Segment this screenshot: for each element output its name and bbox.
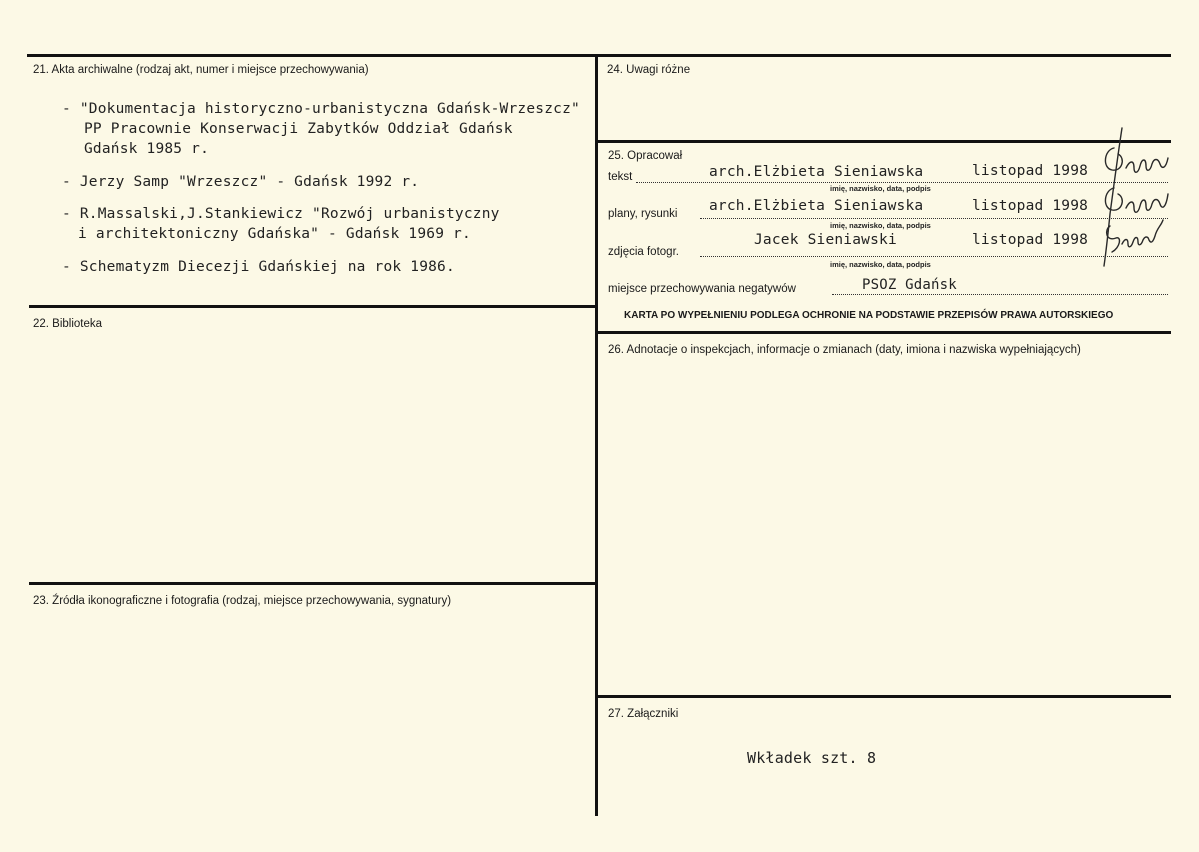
archive-entry-1-line-3: Gdańsk 1985 r.: [84, 141, 210, 157]
divider-24-25: [597, 140, 1171, 143]
divider-22-23: [29, 582, 597, 585]
field-label-plans: plany, rysunki: [608, 208, 678, 220]
author-plans-date: listopad 1998: [972, 198, 1089, 214]
section-24-label: 24. Uwagi różne: [607, 64, 691, 76]
handwritten-signatures: [1096, 124, 1190, 270]
archive-entry-1-line-1: - "Dokumentacja historyczno-urbanistyczna Gdańsk-Wrzeszcz": [62, 101, 580, 117]
top-rule: [27, 54, 1171, 57]
divider-26-27: [597, 695, 1171, 698]
field-line-text: [636, 182, 1168, 183]
author-text-name: arch.Elżbieta Sieniawska: [709, 164, 924, 180]
author-plans-name: arch.Elżbieta Sieniawska: [709, 198, 924, 214]
section-21-label: 21. Akta archiwalne (rodzaj akt, numer i miejsce przechowywania): [33, 64, 369, 76]
center-divider: [595, 54, 598, 816]
author-photos-date: listopad 1998: [972, 232, 1089, 248]
field-hint-text: imię, nazwisko, data, podpis: [830, 184, 931, 193]
author-text-date: listopad 1998: [972, 163, 1089, 179]
section-23-label: 23. Źródła ikonograficzne i fotografia (rodzaj, miejsce przechowywania, sygnatury): [33, 595, 452, 607]
divider-21-22: [29, 305, 597, 308]
field-hint-plans: imię, nazwisko, data, podpis: [830, 221, 931, 230]
archive-entry-3-line-2: i architektoniczny Gdańska" - Gdańsk 1969 r.: [78, 226, 471, 242]
section-26-label: 26. Adnotacje o inspekcjach, informacje o zmianach (daty, imiona i nazwiska wypełniających): [608, 344, 1081, 356]
archive-entry-1-line-2: PP Pracownie Konserwacji Zabytków Oddział Gdańsk: [84, 121, 513, 137]
attachments-value: Wkładek szt. 8: [747, 749, 877, 767]
section-25-label: 25. Opracował: [608, 150, 683, 162]
archive-entry-4-line-1: - Schematyzm Diecezji Gdańskiej na rok 1986.: [62, 259, 455, 275]
divider-25-26: [597, 331, 1171, 334]
section-27-label: 27. Załączniki: [608, 708, 679, 720]
copyright-notice: KARTA PO WYPEŁNIENIU PODLEGA OCHRONIE NA PODSTAWIE PRZEPISÓW PRAWA AUTORSKIEGO: [624, 310, 1114, 321]
section-22-label: 22. Biblioteka: [33, 318, 103, 330]
negatives-value: PSOZ Gdańsk: [862, 277, 957, 293]
author-photos-name: Jacek Sieniawski: [754, 232, 897, 248]
negatives-line: [832, 294, 1168, 295]
archive-entry-3-line-1: - R.Massalski,J.Stankiewicz "Rozwój urbanistyczny: [62, 206, 500, 222]
field-label-text: tekst: [608, 171, 633, 183]
field-label-photos: zdjęcia fotogr.: [608, 246, 679, 258]
field-hint-photos: imię, nazwisko, data, podpis: [830, 260, 931, 269]
negatives-label: miejsce przechowywania negatywów: [608, 283, 796, 295]
archive-entry-2-line-1: - Jerzy Samp "Wrzeszcz" - Gdańsk 1992 r.: [62, 174, 420, 190]
